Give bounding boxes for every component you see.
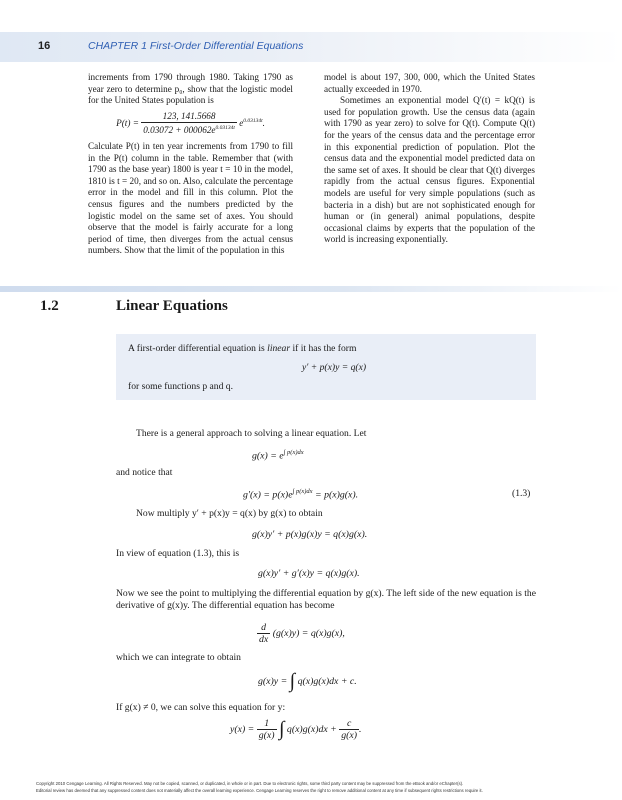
logistic-tail-exp: 0.03134t: [243, 118, 263, 125]
equation-1-3-exp: ∫ p(x)dx: [292, 488, 313, 495]
logistic-lhs: P(t) =: [116, 118, 139, 129]
derivative-den: dx: [259, 634, 269, 645]
equation-1-3-a: g′(x) = p(x)e: [243, 489, 293, 501]
logistic-tail: $e^{0.03134t}$.: [239, 118, 265, 129]
solution-mid: q(x)g(x)dx +: [286, 723, 337, 735]
left-body: Calculate P(t) in ten year increments from 1790 to fill in the P(t) column in the table. Remember that (with 1790 as the base year) 1800 is year t = 10 in the model, 1810 is t = 20, and so on. Also, calculate the percentage error in the model and fill in this column. Plot the census figures and the numbers predicted by the logistic model on the same set of axes. You should observe that the model is fairly accurate for a long period of time, then diverges from the actual census numbers. Show that the limit of the population in this: [88, 141, 293, 256]
integrated-lhs: g(x)y =: [258, 675, 288, 687]
equation-multiplied: g(x)y′ + p(x)g(x)y = q(x)g(x).: [252, 529, 368, 540]
equation-g-exp: ∫ p(x)dx: [283, 449, 304, 456]
definition-equation: y′ + p(x)y = q(x): [302, 362, 367, 373]
body-text-2: and notice that: [116, 467, 173, 478]
logistic-equation: [88, 111, 293, 137]
equation-1-3-b: = p(x)g(x).: [312, 489, 359, 501]
solution-f1-den: g(x): [258, 730, 275, 741]
section-title: Linear Equations: [116, 298, 228, 314]
page-number: 16: [38, 40, 51, 52]
derivative-rest: (g(x)y) = q(x)g(x),: [272, 627, 345, 639]
definition-line-2: for some functions p and q.: [128, 381, 233, 392]
equation-integrated: [258, 670, 357, 693]
body-text-6: which we can integrate to obtain: [116, 652, 241, 663]
left-column: [88, 72, 293, 257]
body-text-5: Now we see the point to multiplying the differential equation by g(x). The left side of the new equation is the derivative of g(x)y. The differential equation has become: [116, 588, 536, 611]
section-number: 1.2: [40, 298, 59, 314]
logistic-fraction: [141, 111, 237, 137]
equation-1-3: [243, 488, 358, 500]
body-text-1: There is a general approach to solving a linear equation. Let: [136, 428, 367, 439]
solution-fraction-1: [257, 718, 277, 741]
solution-end: .: [359, 723, 362, 735]
running-head: CHAPTER 1 First-Order Differential Equations: [88, 40, 304, 52]
right-paragraph-2: Sometimes an exponential model Q′(t) = kQ(t) is used for population growth. Use the census data (again with 1790 as year zero) to solve for Q(t). Compute Q(t) for the years of the census data and the percentage error in this exponential prediction of population. Plot the census data and the exponential model predicted data on the same set of axes. It should be clear that Q(t) diverges rapidly from the actual census figures. Exponential models are useful for very simple populations (such as bacteria in a dish) but are not sophisticated enough for human or (in general) animal populations, despite occasional claims by experts that the population of the world is increasing exponentially.: [324, 95, 535, 245]
definition-box: [116, 334, 536, 400]
equation-g-main: g(x) = e: [252, 450, 284, 462]
equation-derivative: [257, 622, 345, 645]
solution-f1-num: 1: [257, 718, 277, 730]
right-column: [324, 72, 535, 246]
derivative-fraction: [257, 622, 270, 645]
integrated-rhs: q(x)g(x)dx + c.: [297, 675, 357, 687]
body-text-7: If g(x) ≠ 0, we can solve this equation for y:: [116, 702, 286, 713]
body-text-4: In view of equation (1.3), this is: [116, 548, 240, 559]
right-paragraph-1: model is about 197, 300, 000, which the United States actually exceeded in 1970.: [324, 72, 535, 94]
body-text-3: Now multiply y′ + p(x)y = q(x) by g(x) to obtain: [136, 508, 323, 519]
section-band: [0, 286, 622, 292]
solution-f2-num: c: [339, 718, 359, 730]
solution-lhs: y(x) =: [230, 723, 255, 735]
solution-integral-sign: ∫: [278, 718, 285, 740]
derivative-num: d: [257, 622, 270, 634]
logistic-den-text: 0.03072 + 000062e: [143, 125, 216, 136]
logistic-denominator: [141, 123, 237, 137]
equation-solution: [230, 718, 361, 741]
integral-sign: ∫: [289, 670, 296, 692]
equation-label: (1.3): [512, 488, 531, 499]
copyright-line-2: Editorial review has deemed that any suppressed content does not materially affect the overall learning experience. Cengage Learning reserves the right to remove additional content at any time if subsequent rights restrictions require it.: [36, 788, 483, 793]
equation-g: [252, 449, 304, 461]
solution-f2-den: g(x): [341, 730, 358, 741]
left-intro: increments from 1790 through 1980. Taking 1790 as year zero to determine p₀, show that the logistic model for the United States population is: [88, 72, 293, 106]
logistic-den-exp: 0.03134t: [215, 125, 235, 132]
solution-fraction-2: [339, 718, 362, 741]
copyright-line-1: Copyright 2010 Cengage Learning. All Rights Reserved. May not be copied, scanned, or duplicated, in whole or in part. Due to electronic rights, some third party content may be suppressed from the eBook and/or eChapter(s).: [36, 781, 464, 786]
definition-line-1: A first-order differential equation is linear if it has the form: [128, 343, 357, 354]
logistic-numerator: 123, 141.5668: [141, 111, 237, 124]
equation-product-rule: g(x)y′ + g′(x)y = q(x)g(x).: [258, 568, 360, 579]
